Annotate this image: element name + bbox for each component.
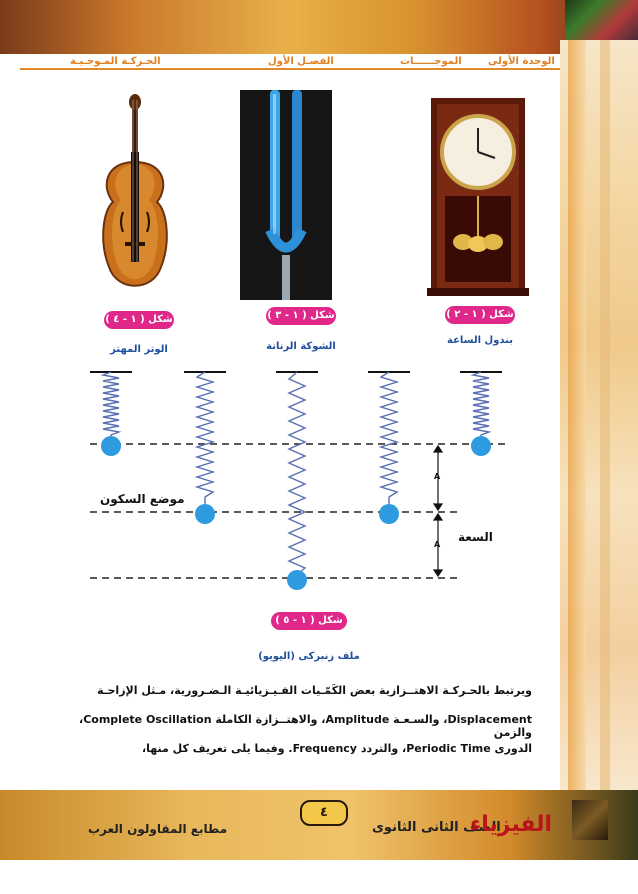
amplitude-symbol-a2: A [434,540,441,549]
cube-icon [572,800,608,840]
rest-position-label: موضع السكون [100,492,185,506]
header-waves: الموجــــــات [400,56,462,67]
publisher-name: مطابع المقاولون العرب [88,822,228,836]
figure-label-fork: شكل ( ١ - ٣ ) [266,307,336,325]
amplitude-symbol-a1: A [434,472,441,481]
violin-image [95,92,175,304]
spring-diagram [80,368,520,594]
body-line-3: الدورى Periodic Time، والتردد Frequency. وفيما يلى تعريف كل منها، [141,742,532,755]
header-banner [0,0,638,54]
header-rule [20,68,560,70]
body-line-2: Displacement، والسـعـة Amplitude، والاهتــزازة الكاملة Complete Oscillation، والزمن [79,713,532,739]
header-topic: الحـركـة المـوجـيـة [70,56,161,67]
figure-label-spring: شكل ( ١ - ٥ ) [271,612,347,630]
page-number: ٤ [300,800,348,826]
grade-label: الصف الثانى الثانوى [372,820,501,835]
amplitude-label: السعة [458,530,493,544]
header-chapter: الفصـل الأول [268,56,334,67]
side-decoration [560,40,638,800]
caption-fork: الشوكة الرنانة [266,341,336,352]
tuning-fork-image [240,90,332,300]
figure-label-clock: شكل ( ١ - ٢ ) [445,306,515,324]
body-line-1: ويرتبط بالحـركـة الاهتــزازية بعض الكَمّـيات الفـيـزيائيـة الـضـرورية، مـثل الإزاحـة [97,684,532,697]
caption-violin: الوتر المهتز [110,344,168,355]
pendulum-clock-image [413,92,543,300]
caption-clock: بندول الساعة [447,335,513,346]
figure-label-violin: شكل ( ١ - ٤ ) [104,311,174,329]
caption-spring: ملف زنبركى (اليويو) [258,651,360,662]
header-unit: الوحدة الأولى [488,56,555,67]
footer-bottom-strip [0,860,638,894]
subject-brand: الفيزياء [470,812,553,837]
